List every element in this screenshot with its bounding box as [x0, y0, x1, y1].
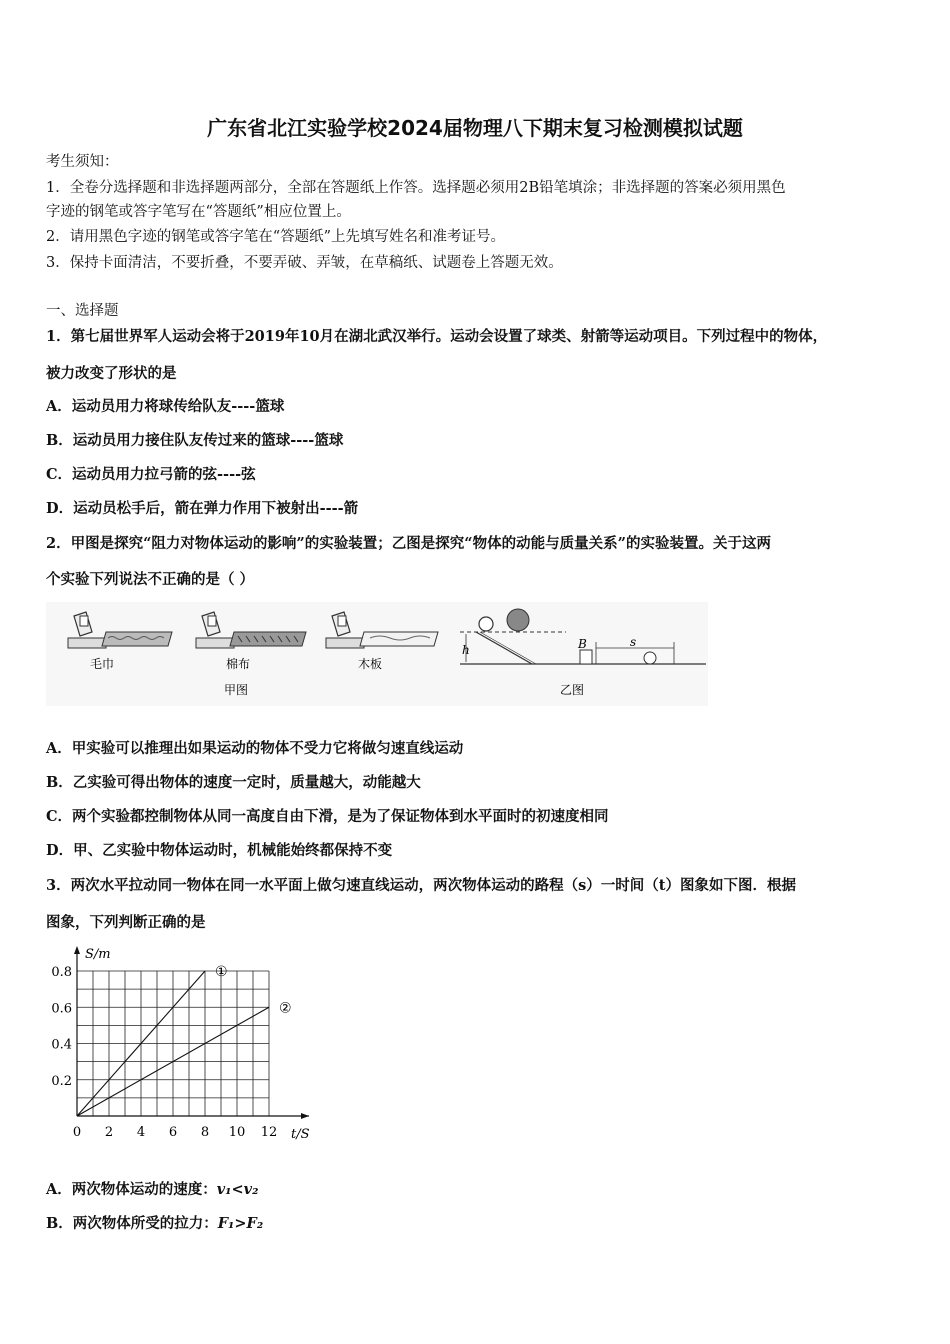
caption-jia: 甲图 — [223, 683, 249, 697]
x-axis-label: t/S — [291, 1127, 310, 1142]
figure-background — [46, 602, 708, 706]
q3-option-a-prefix: A．两次物体运动的速度： — [46, 1181, 217, 1198]
label-s: s — [630, 635, 637, 649]
q2-stem-cont: 个实验下列说法不正确的是（ ） — [46, 571, 255, 588]
ball-small — [479, 617, 493, 631]
y-tick-label: 0.8 — [51, 965, 72, 980]
block-b — [580, 650, 592, 664]
q3-option-b — [46, 1214, 263, 1234]
x-tick-label: 2 — [104, 1125, 114, 1140]
q2-option-b: B．乙实验可得出物体的速度一定时，质量越大，动能越大 — [46, 774, 421, 791]
ball-large — [507, 609, 529, 631]
series-label-2: ② — [279, 1000, 292, 1017]
x-tick-label: 4 — [136, 1125, 146, 1140]
q2-stem: 2．甲图是探究“阻力对物体运动的影响”的实验装置；乙图是探究“物体的动能与质量关系”的实验装置。关于这两 — [46, 535, 771, 552]
q3-option-b-expr: F₁>F₂ — [217, 1215, 264, 1232]
q2-option-d: D．甲、乙实验中物体运动时，机械能始终都保持不变 — [46, 842, 393, 859]
x-tick-label: 0 — [72, 1125, 82, 1140]
label-wood: 木板 — [357, 657, 383, 671]
y-axis-label: S/m — [85, 947, 111, 962]
label-cotton: 棉布 — [225, 657, 251, 671]
q1-option-d: D．运动员松手后，箭在弹力作用下被射出----箭 — [46, 500, 359, 517]
q3-stem: 3．两次水平拉动同一物体在同一水平面上做匀速直线运动，两次物体运动的路程（s）一时间（t）图象如下图．根据 — [46, 877, 796, 894]
q1-option-a: A．运动员用力将球传给队友----篮球 — [46, 398, 285, 415]
x-tick-label: 8 — [200, 1125, 210, 1140]
label-b: B — [578, 637, 587, 651]
q2-option-a: A．甲实验可以推理出如果运动的物体不受力它将做匀速直线运动 — [46, 740, 464, 757]
q3-distance-time-chart — [40, 944, 330, 1146]
q2-option-c: C．两个实验都控制物体从同一高度自由下滑，是为了保证物体到水平面时的初速度相同 — [46, 808, 609, 825]
q3-stem-cont: 图象，下列判断正确的是 — [46, 914, 206, 931]
label-h: h — [462, 643, 470, 657]
x-tick-label: 12 — [260, 1125, 278, 1140]
q1-option-b: B．运动员用力接住队友传过来的篮球----篮球 — [46, 432, 344, 449]
x-axis-arrow — [301, 1113, 309, 1119]
x-tick-label: 6 — [168, 1125, 178, 1140]
q3-option-b-prefix: B．两次物体所受的拉力： — [46, 1215, 218, 1232]
caption-yi: 乙图 — [559, 683, 585, 697]
notice-item-2: 2．请用黑色字迹的钢笔或答字笔在“答题纸”上先填写姓名和准考证号。 — [46, 229, 506, 245]
y-tick-label: 0.4 — [51, 1037, 72, 1053]
notice-item-1: 1．全卷分选择题和非选择题两部分，全部在答题纸上作答。选择题必须用2B铅笔填涂；非选择题的答案必须用黑色 — [46, 180, 786, 196]
x-tick-label: 10 — [228, 1125, 246, 1140]
q1-stem-cont: 被力改变了形状的是 — [46, 365, 177, 382]
section-heading: 一、选择题 — [46, 303, 119, 319]
chart-ticks — [51, 965, 277, 1140]
label-towel: 毛巾 — [89, 657, 115, 671]
q1-stem: 1．第七届世界军人运动会将于2019年10月在湖北武汉举行。运动会设置了球类、射箭等运动项目。下列过程中的物体， — [46, 328, 828, 345]
notice-item-1-cont: 字迹的钢笔或答字笔写在“答题纸”相应位置上。 — [46, 204, 351, 220]
q3-option-a-expr: v₁<v₂ — [216, 1181, 259, 1198]
notice-heading: 考生须知： — [46, 154, 119, 170]
chart-grid — [77, 971, 269, 1116]
series-label-1: ① — [215, 964, 228, 980]
q1-option-c: C．运动员用力拉弓箭的弦----弦 — [46, 466, 256, 483]
q2-experiment-figure — [46, 602, 708, 706]
y-tick-label: 0.2 — [51, 1073, 72, 1089]
q3-option-a — [46, 1180, 258, 1200]
page-title: 广东省北江实验学校2024届物理八下期末复习检测模拟试题 — [207, 116, 743, 140]
notice-item-3: 3．保持卡面清洁，不要折叠，不要弄破、弄皱，在草稿纸、试题卷上答题无效。 — [46, 255, 563, 271]
y-axis-arrow — [74, 946, 80, 954]
y-tick-label: 0.6 — [51, 1001, 72, 1017]
